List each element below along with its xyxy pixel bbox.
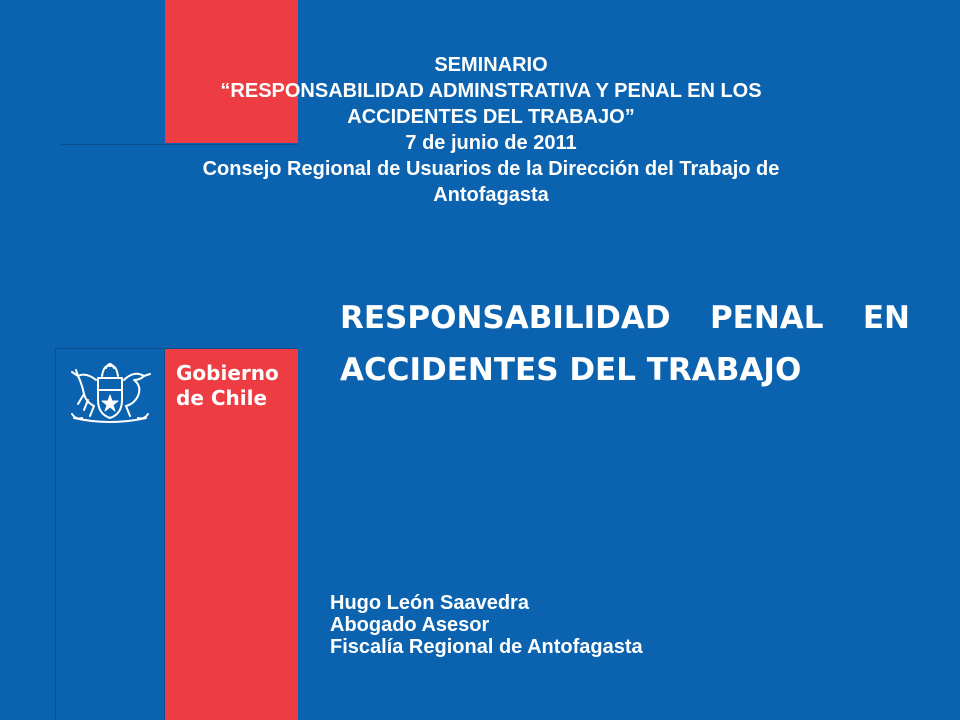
gobierno-de-chile-logo bbox=[176, 361, 279, 411]
title-line-1 bbox=[340, 292, 910, 344]
header-line: SEMINARIO bbox=[434, 54, 548, 76]
logo-line: Gobierno bbox=[176, 361, 279, 385]
divider-line bbox=[164, 349, 165, 720]
header-line: “RESPONSABILIDAD ADMINSTRATIVA Y PENAL EN LOS bbox=[220, 80, 762, 102]
title-word: RESPONSABILIDAD bbox=[340, 300, 671, 336]
seminar-header bbox=[60, 52, 922, 208]
author-role: Abogado Asesor bbox=[330, 614, 490, 636]
header-line: Antofagasta bbox=[433, 184, 549, 206]
author-name: Hugo León Saavedra bbox=[330, 592, 529, 614]
divider-line bbox=[55, 348, 298, 349]
author-block bbox=[330, 592, 643, 658]
divider-line bbox=[55, 349, 56, 720]
author-office: Fiscalía Regional de Antofagasta bbox=[330, 636, 643, 658]
header-line: ACCIDENTES DEL TRABAJO” bbox=[347, 106, 635, 128]
title-line-2: ACCIDENTES DEL TRABAJO bbox=[340, 352, 802, 388]
title-word: EN bbox=[862, 300, 910, 336]
coat-of-arms-icon bbox=[64, 360, 156, 426]
main-title bbox=[340, 292, 910, 396]
title-word: PENAL bbox=[709, 300, 824, 336]
header-line: Consejo Regional de Usuarios de la Dirección del Trabajo de bbox=[202, 158, 780, 180]
header-line: 7 de junio de 2011 bbox=[405, 132, 577, 154]
logo-line: de Chile bbox=[176, 386, 268, 410]
